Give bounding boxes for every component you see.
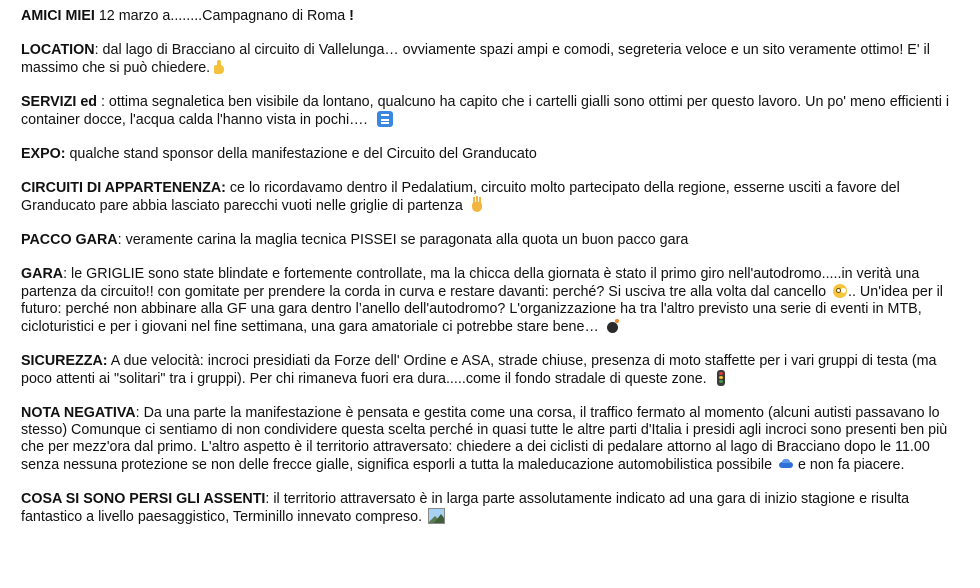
section-nota-negativa <box>21 405 966 474</box>
section-gara <box>21 266 966 336</box>
section-text: : il territorio attraversato è in larga parte assolutamente indicato ad una gara di inizio stagione e risulta fantastico a livello paesaggistico, Terminillo innevato compreso. <box>21 491 910 525</box>
raised-hand-icon <box>469 197 485 213</box>
bomb-icon <box>605 318 621 334</box>
section-label: LOCATION <box>21 42 95 58</box>
section-text: : veramente carina la maglia tecnica PISSEI se paragonata alla quota un buon pacco gara <box>117 232 689 248</box>
section-text: : dal lago di Bracciano al circuito di Vallelunga… ovviamente spazi ampi e comodi, segreteria veloce e un sito veramente ottimo! E' il massimo che si può chiedere. <box>21 42 930 76</box>
section-assenti <box>21 491 966 526</box>
flushed-face-icon <box>832 283 848 299</box>
car-icon <box>778 456 794 472</box>
section-expo <box>21 146 966 163</box>
section-sicurezza <box>21 353 966 388</box>
section-text: : Da una parte la manifestazione è pensata e gestita come una corsa, il traffico fermato al momento (alcuni autisti passavano lo stesso) Comunque ci sentiamo di non condividere questa scelta perché in quasi tutte le altre parti d'Italia i presidi agli incroci sono presenti ben più che per mezz'ora dal primo. L'altro aspetto è il territorio attraversato: chiedere a dei ciclisti di pedalare attorno al lago di Bracciano dopo le 11.00 senza nessuna protezione se non delle frecce gialle, significa esporli a tutta la maleducazione automobilistica possibile <box>21 405 948 473</box>
section-text: ce lo ricordavamo dentro il Pedalatium, circuito molto partecipato della regione, esserne usciti a favore del Granducato pare abbia lasciato parecchi vuoti nelle griglie di partenza <box>21 180 900 214</box>
section-text-continued: .. Un'idea per il futuro: perché non abbinare alla GF una gara dentro l’anello dell'autodromo? L'organizzazione ha tra l'altro previsto una serie di eventi in MTB, cicloturistici e per i giovani nel fine settimana, una gara amatoriale ci potrebbe stare bene… <box>21 284 943 335</box>
landscape-icon <box>428 508 445 524</box>
section-circuiti <box>21 180 966 215</box>
heading-exclamation: ! <box>349 8 354 24</box>
section-label: EXPO: <box>21 146 66 162</box>
section-text: qualche stand sponsor della manifestazione e del Circuito del Granducato <box>65 146 537 162</box>
section-servizi <box>21 94 966 129</box>
section-label: COSA SI SONO PERSI GLI ASSENTI <box>21 491 266 507</box>
section-label: CIRCUITI DI APPARTENENZA: <box>21 180 226 196</box>
heading-date-place: 12 marzo a........Campagnano di Roma <box>94 8 350 24</box>
shower-icon <box>377 111 393 127</box>
section-label: GARA <box>21 266 64 282</box>
article-body <box>21 8 966 543</box>
traffic-light-icon <box>713 370 729 386</box>
section-label: SERVIZI ed <box>21 94 98 110</box>
section-text: A due velocità: incroci presidiati da Forze dell' Ordine e ASA, strade chiuse, presenza di moto staffette per i vari gruppi di testa (ma poco attenti ai "solitari" tra i gruppi). Per chi rimaneva fuori era dura.....come il fondo stradale di queste zone. <box>21 353 937 387</box>
section-label: PACCO GARA <box>21 232 118 248</box>
section-label: NOTA NEGATIVA <box>21 405 136 421</box>
section-text-continued: e non fa piacere. <box>794 457 905 473</box>
section-text: : ottima segnaletica ben visibile da lontano, qualcuno ha capito che i cartelli gialli sono ottimi per questo lavoro. Un po' meno efficienti i container docce, l'acqua calda l'hanno vista in pochi…. <box>21 94 950 128</box>
thumbs-up-icon <box>212 59 228 75</box>
section-location <box>21 42 966 77</box>
section-text: : le GRIGLIE sono state blindate e fortemente controllate, ma la chicca della giornata è stato il primo giro nell'autodromo.....in verità una partenza da circuito!! con gomitate per prendere la corda in curva e restare davanti: perché? Si usciva tre alla volta dal cancello <box>21 266 920 300</box>
heading-title: AMICI MIEI <box>21 8 95 24</box>
section-pacco-gara <box>21 232 966 249</box>
article-heading <box>21 8 966 25</box>
section-label: SICUREZZA: <box>21 353 108 369</box>
